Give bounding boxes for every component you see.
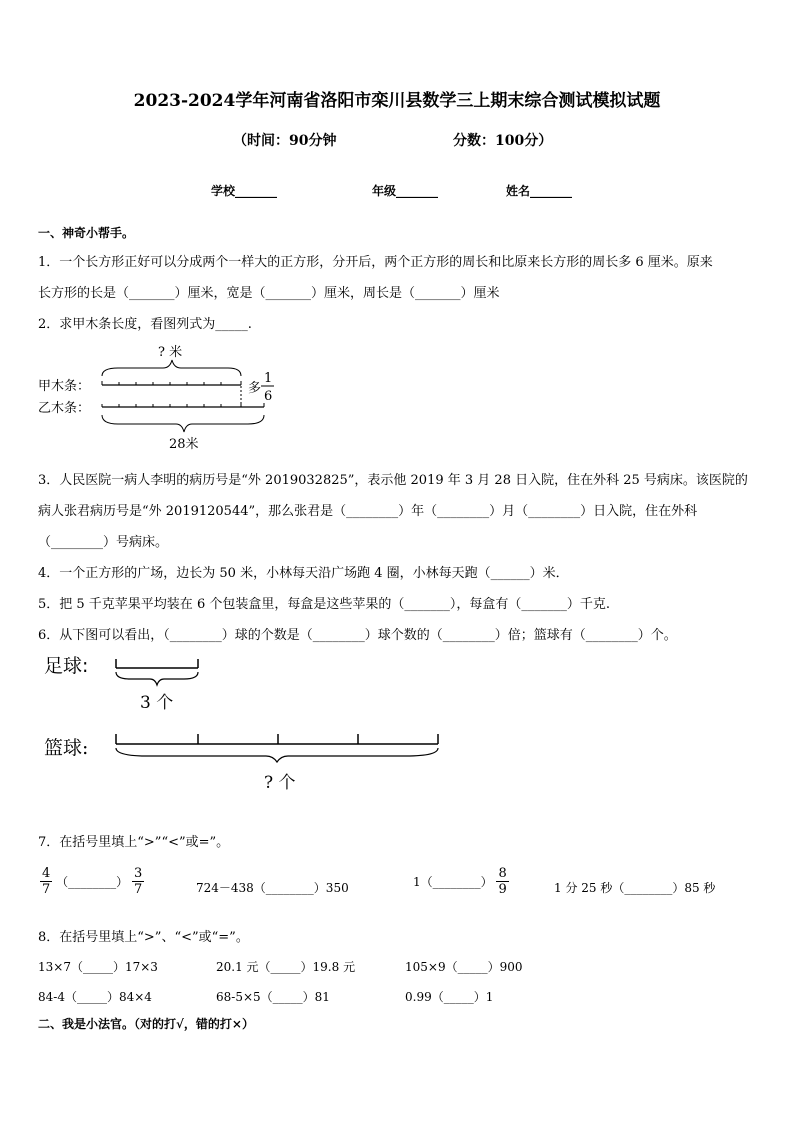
fraction-8-9-denominator: 9	[498, 882, 507, 897]
yi-ticks	[102, 403, 264, 407]
school-field: 学校_______	[211, 184, 278, 198]
q8-r1-c2: 20.1 元（_____）19.8 元	[216, 960, 356, 974]
question-3-line-1: 3．人民医院一病人李明的病历号是“外 2019032825”，表示他 2019 年 3 月 28 日入院，住在外科 25 号病床。该医院的	[38, 473, 748, 488]
football-count: 3 个	[140, 693, 174, 713]
q7-item-a	[40, 866, 144, 897]
basketball-count: ? 个	[264, 773, 296, 793]
q8-r2-c3: 0.99（_____）1	[405, 990, 494, 1004]
basketball-ticks	[116, 734, 438, 744]
fraction-4-7-numerator: 4	[42, 866, 51, 881]
question-7: 7．在括号里填上“>”“<”或=”。	[38, 835, 230, 850]
top-brace	[102, 360, 241, 376]
ball-comparison-diagram	[38, 648, 458, 798]
question-6: 6．从下图可以看出，（________）球的个数是（________）球个数的（________）倍；篮球有（________）个。	[38, 628, 677, 643]
q8-r2-c1: 84-4（_____）84×4	[38, 990, 152, 1004]
q7-item-c: 724－438（________）350	[196, 881, 349, 895]
unknown-length-label: ? 米	[158, 345, 183, 360]
grade-field: 年级_______	[372, 184, 439, 198]
jia-label: 甲木条：	[38, 379, 91, 394]
q8-r1-c1: 13×7（_____）17×3	[38, 960, 158, 974]
basketball-label: 篮球:	[44, 737, 89, 759]
section2-heading: 二、我是小法官。（对的打√，错的打×）	[38, 1017, 254, 1031]
q7-item-d	[413, 866, 509, 897]
question-5: 5．把 5 千克苹果平均装在 6 个包装盒里，每盒是这些苹果的（_______），每盒有（_______）千克.	[38, 597, 610, 612]
question-8: 8．在括号里填上“>”、“<”或“=”。	[38, 930, 249, 945]
q8-r2-c2: 68-5×5（_____）81	[216, 990, 330, 1004]
football-label: 足球:	[44, 655, 89, 677]
question-3-line-2: 病人张君病历号是“外 2019120544”，那么张君是（________）年（________）月（________）日入院，住在外科	[38, 504, 698, 519]
basketball-brace	[116, 748, 438, 762]
yi-label: 乙木条：	[38, 401, 91, 416]
page-title: 2023-2024学年河南省洛阳市栾川县数学三上期末综合测试模拟试题	[133, 91, 661, 111]
exam-score: 分数：100分）	[453, 133, 553, 149]
fraction-numerator: 1	[264, 371, 273, 386]
question-3-line-3: （________）号病床。	[38, 535, 169, 550]
q7-blank-a: （________）	[56, 875, 129, 889]
question-1-line-1: 1．一个长方形正好可以分成两个一样大的正方形，分开后，两个正方形的周长和比原来长方形的周长多 6 厘米。原来	[38, 255, 713, 270]
q8-r1-c3: 105×9（_____）900	[405, 960, 523, 974]
total-length-label: 28米	[169, 437, 199, 452]
q7-blank-d: 1（________）	[413, 875, 493, 889]
fraction-8-9-numerator: 8	[498, 866, 507, 881]
bottom-brace	[102, 415, 264, 432]
question-1-line-2: 长方形的长是（_______）厘米，宽是（_______）厘米，周长是（_______）厘米	[38, 286, 500, 301]
exam-time: （时间：90分钟	[233, 133, 337, 149]
question-4: 4．一个正方形的广场，边长为 50 米，小林每天沿广场跑 4 圈，小林每天跑（______）米．	[38, 566, 569, 581]
q7-item-e: 1 分 25 秒（________）85 秒	[554, 881, 716, 895]
wood-strip-diagram	[38, 338, 288, 456]
football-brace	[116, 672, 198, 685]
fraction-denominator: 6	[264, 389, 273, 404]
name-field: 姓名_______	[506, 184, 573, 198]
fraction-3-7-numerator: 3	[133, 866, 143, 881]
fraction-3-7-denominator: 7	[133, 882, 143, 897]
more-label: 多	[248, 381, 262, 396]
section1-heading: 一、神奇小帮手。	[38, 226, 135, 240]
question-2: 2．求甲木条长度，看图列式为_____.	[38, 317, 252, 332]
fraction-4-7-denominator: 7	[42, 882, 51, 897]
jia-ticks	[102, 381, 241, 385]
